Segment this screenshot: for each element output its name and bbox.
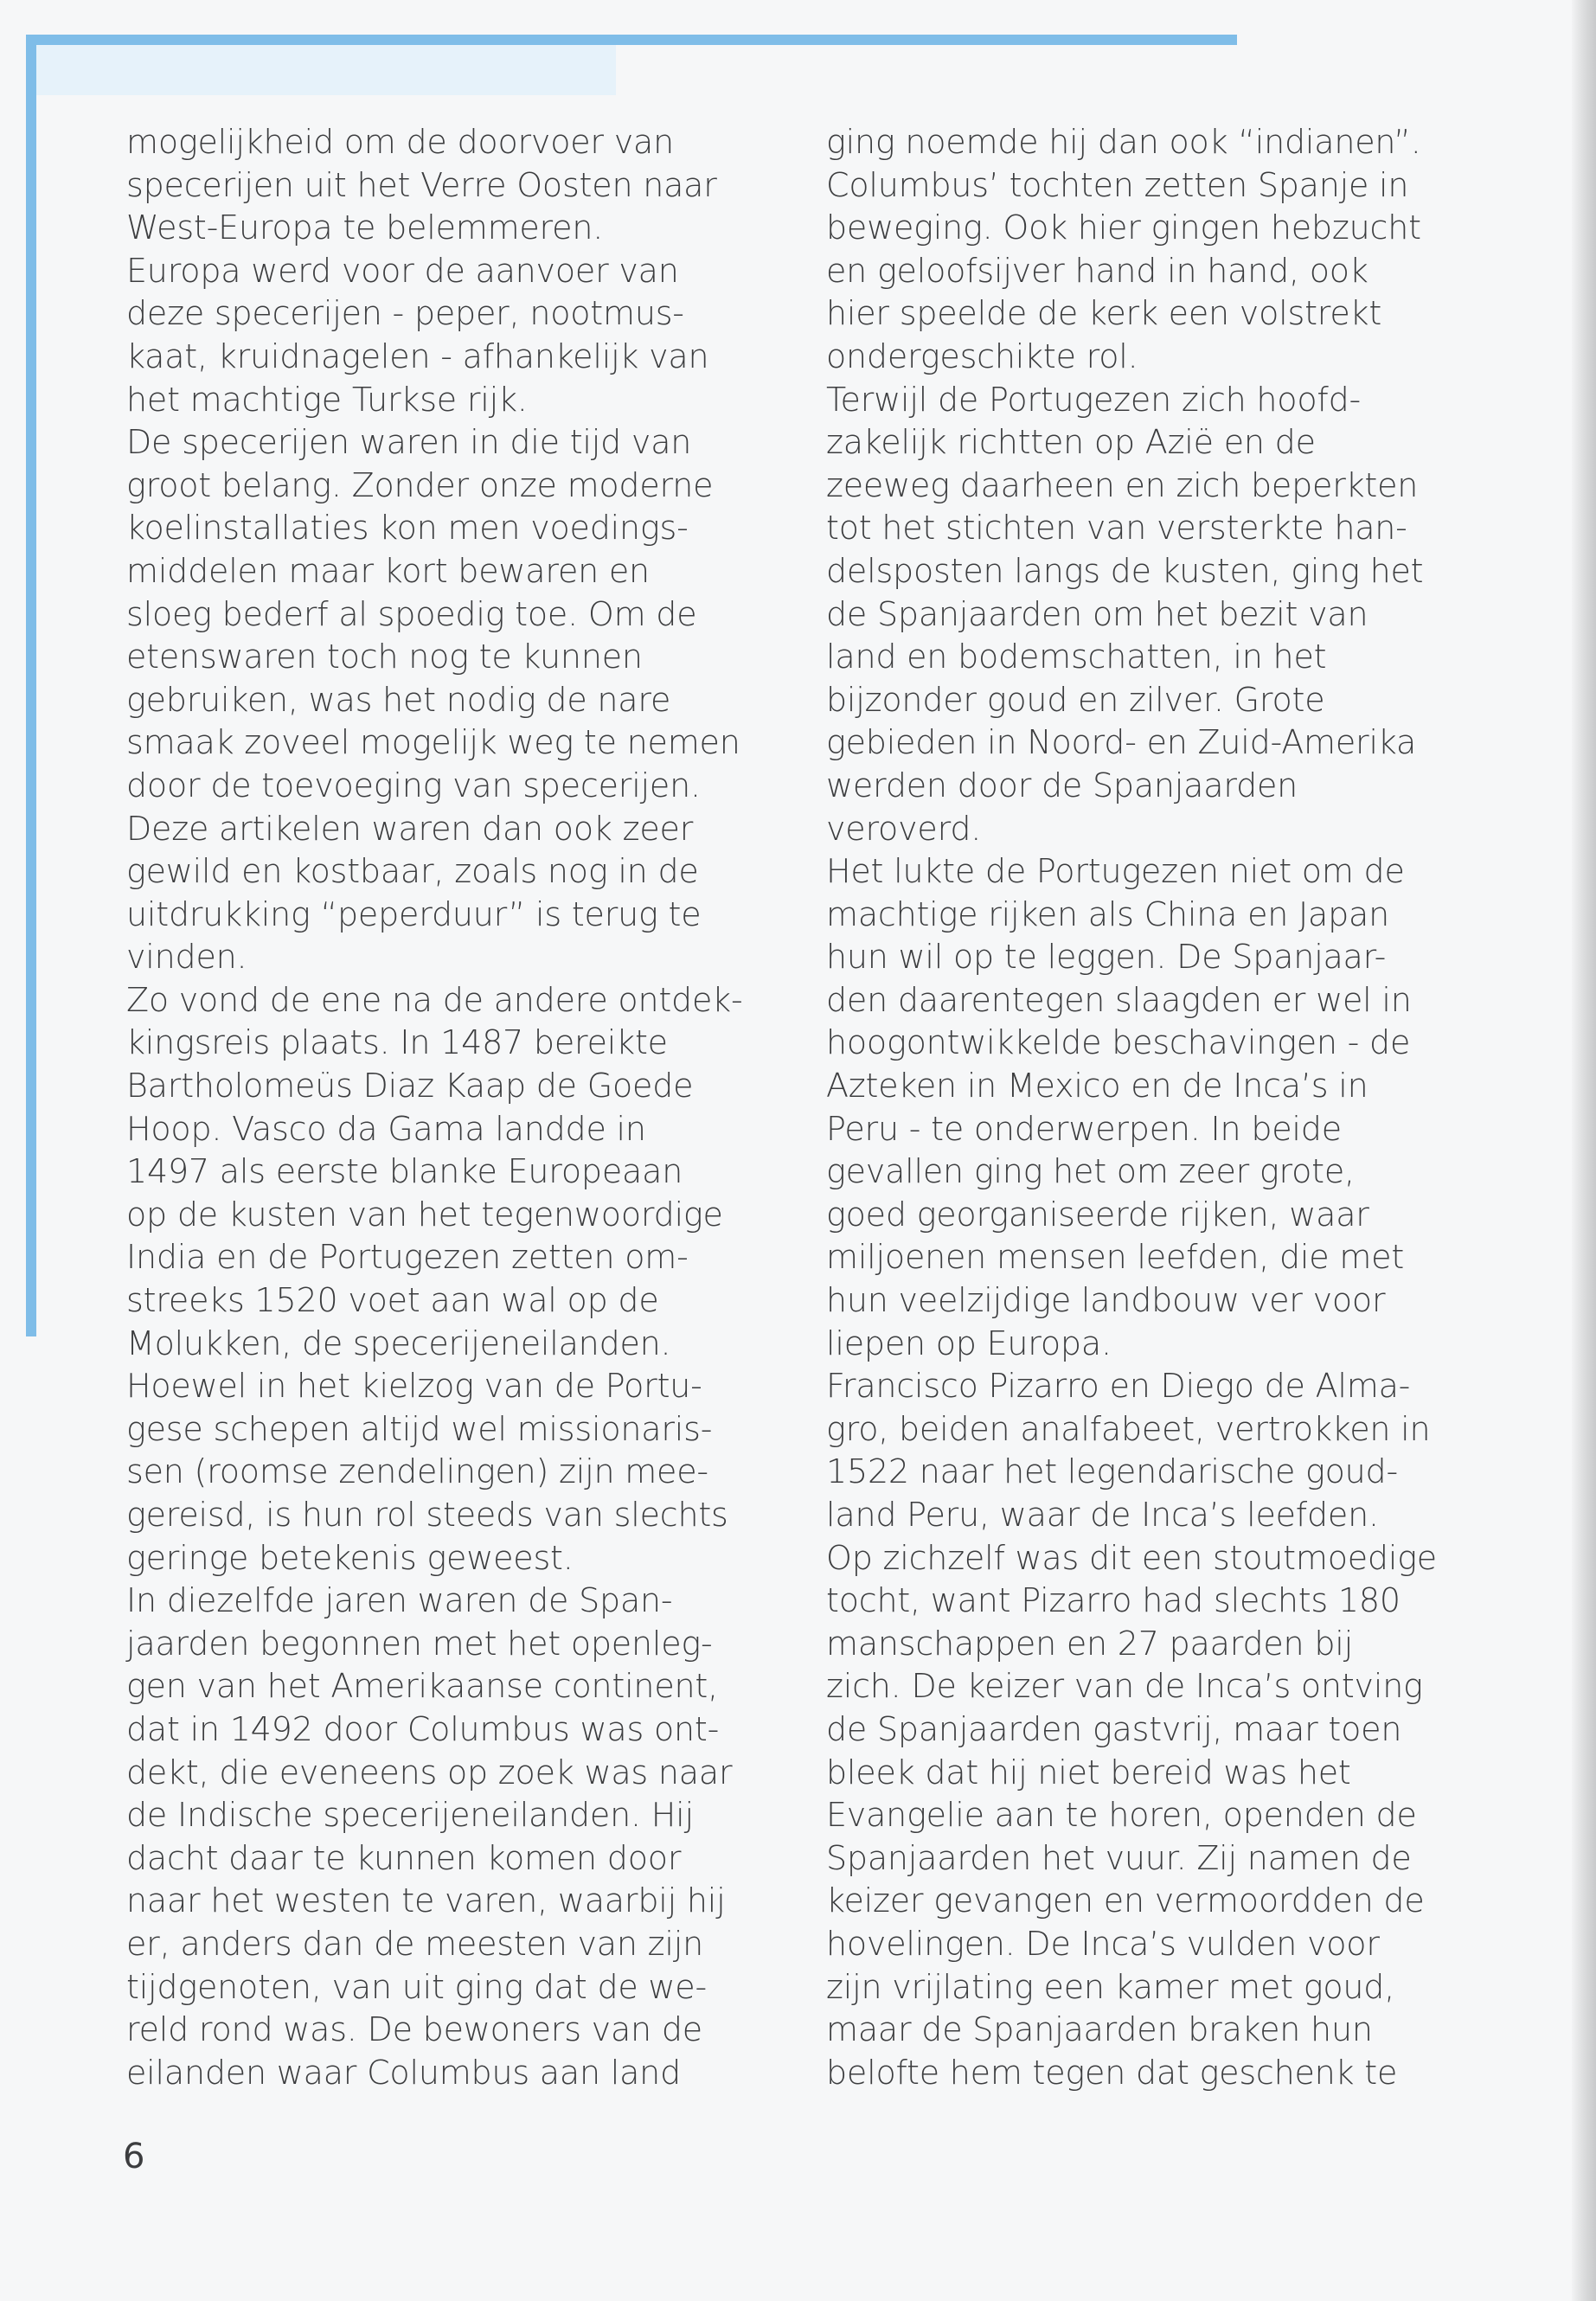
text-line: er, anders dan de meesten van zijn (126, 1924, 703, 1963)
text-line: Azteken in Mexico en de Inca’s in (826, 1067, 1368, 1106)
text-line: tocht, want Pizarro had slechts 180 (826, 1581, 1401, 1620)
text-line: beweging. Ook hier gingen hebzucht (826, 208, 1421, 247)
text-line: geringe betekenis geweest. (126, 1538, 574, 1577)
page-edge-shadow (1572, 0, 1596, 2301)
text-line: machtige rijken als China en Japan (826, 894, 1390, 933)
text-line: door de toevoeging van specerijen. (126, 766, 701, 804)
text-line: Deze artikelen waren dan ook zeer (126, 809, 694, 848)
text-line: Zo vond de ene na de andere ontdek- (126, 980, 743, 1019)
text-line: werden door de Spanjaarden (826, 766, 1298, 804)
text-line: gewild en kostbaar, zoals nog in de (126, 852, 699, 891)
accent-top-line (26, 35, 1237, 45)
text-line: smaak zoveel mogelijk weg te nemen (126, 723, 740, 762)
text-line: zeeweg daarheen en zich beperkten (826, 465, 1419, 504)
text-line: Spanjaarden het vuur. Zij namen de (826, 1838, 1412, 1877)
text-line: de Spanjaarden gastvrij, maar toen (826, 1709, 1402, 1748)
text-line: veroverd. (826, 809, 982, 848)
text-line: Bartholomeüs Diaz Kaap de Goede (126, 1067, 694, 1106)
text-line: deze specerijen - peper, nootmus- (126, 294, 684, 333)
page-number: 6 (123, 2137, 145, 2176)
text-line: Evangelie aan te horen, openden de (826, 1796, 1417, 1835)
text-line: tot het stichten van versterkte han- (826, 509, 1407, 548)
text-line: land Peru, waar de Inca’s leefden. (826, 1496, 1379, 1534)
text-line: koelinstallaties kon men voedings- (126, 509, 689, 548)
text-line: sen (roomse zendelingen) zijn mee- (126, 1452, 708, 1491)
text-line: sloeg bederf al spoedig toe. Om de (126, 594, 697, 633)
text-line: In diezelfde jaren waren de Span- (126, 1581, 673, 1620)
text-line: hier speelde de kerk een volstrekt (826, 294, 1382, 333)
text-line: Europa werd voor de aanvoer van (126, 251, 679, 290)
text-line: hovelingen. De Inca’s vulden voor (826, 1924, 1380, 1963)
text-line: zich. De keizer van de Inca’s ontving (826, 1667, 1423, 1706)
text-line: dekt, die eveneens op zoek was naar (126, 1753, 733, 1791)
text-line: streeks 1520 voet aan wal op de (126, 1281, 659, 1320)
text-line: middelen maar kort bewaren en (126, 551, 650, 590)
text-line: manschappen en 27 paarden bij (826, 1624, 1353, 1663)
text-line: dat in 1492 door Columbus was ont- (126, 1709, 720, 1748)
text-line: jaarden begonnen met het openleg- (126, 1624, 713, 1663)
text-line: Francisco Pizarro en Diego de Alma- (826, 1367, 1411, 1406)
text-line: maar de Spanjaarden braken hun (826, 2010, 1373, 2049)
text-line: goed georganiseerde rijken, waar (826, 1195, 1369, 1234)
text-line: vinden. (126, 938, 247, 977)
text-line: Terwijl de Portugezen zich hoofd- (826, 380, 1362, 419)
text-line: zijn vrijlating een kamer met goud, (826, 1967, 1395, 2006)
text-line: belofte hem tegen dat geschenk te (826, 2053, 1398, 2092)
text-line: hun veelzijdige landbouw ver voor (826, 1281, 1386, 1320)
accent-side-line (26, 35, 36, 1336)
text-line: Columbus’ tochten zetten Spanje in (826, 165, 1409, 204)
text-line: land en bodemschatten, in het (826, 638, 1327, 676)
text-line: gro, beiden analfabeet, vertrokken in (826, 1409, 1431, 1448)
text-line: gebieden in Noord- en Zuid-Amerika (826, 723, 1417, 762)
text-line: tijdgenoten, van uit ging dat de we- (126, 1967, 707, 2006)
text-line: gevallen ging het om zeer grote, (826, 1152, 1355, 1191)
text-line: India en de Portugezen zetten om- (126, 1238, 689, 1277)
text-line: West-Europa te belemmeren. (126, 208, 604, 247)
text-line: de Indische specerijeneilanden. Hij (126, 1796, 694, 1835)
text-line: Hoewel in het kielzog van de Portu- (126, 1367, 702, 1406)
text-line: ondergeschikte rol. (826, 336, 1138, 375)
text-line: bijzonder goud en zilver. Grote (826, 680, 1325, 719)
text-line: Op zichzelf was dit een stoutmoedige (826, 1538, 1437, 1577)
text-line: het machtige Turkse rijk. (126, 380, 528, 419)
text-line: 1522 naar het legendarische goud- (826, 1452, 1398, 1491)
text-line: den daarentegen slaagden er wel in (826, 980, 1412, 1019)
text-line: naar het westen te varen, waarbij hij (126, 1881, 726, 1920)
text-line: Peru - te onderwerpen. In beide (826, 1109, 1342, 1148)
text-line: ging noemde hij dan ook “indianen”. (826, 123, 1421, 161)
text-line: hoogontwikkelde beschavingen - de (826, 1023, 1411, 1062)
text-line: Hoop. Vasco da Gama landde in (126, 1109, 646, 1148)
text-line: en geloofsijver hand in hand, ook (826, 251, 1368, 290)
text-line: groot belang. Zonder onze moderne (126, 465, 714, 504)
text-line: De specerijen waren in die tijd van (126, 423, 692, 462)
text-line: gen van het Amerikaanse continent, (126, 1667, 718, 1706)
text-line: 1497 als eerste blanke Europeaan (126, 1152, 683, 1191)
text-line: liepen op Europa. (826, 1324, 1112, 1362)
text-line: dacht daar te kunnen komen door (126, 1838, 682, 1877)
text-column-right (826, 121, 1449, 2094)
text-line: keizer gevangen en vermoordden de (826, 1881, 1425, 1920)
text-line: mogelijkheid om de doorvoer van (126, 123, 674, 161)
text-line: miljoenen mensen leefden, die met (826, 1238, 1405, 1277)
text-line: bleek dat hij niet bereid was het (826, 1753, 1351, 1791)
text-column-left (126, 121, 758, 2094)
text-line: Het lukte de Portugezen niet om de (826, 852, 1405, 891)
text-line: op de kusten van het tegenwoordige (126, 1195, 723, 1234)
text-line: kaat, kruidnagelen - afhankelijk van (126, 336, 709, 375)
text-line: gese schepen altijd wel missionaris- (126, 1409, 713, 1448)
text-line: gebruiken, was het nodig de nare (126, 680, 671, 719)
text-line: zakelijk richtten op Azië en de (826, 423, 1316, 462)
text-line: de Spanjaarden om het bezit van (826, 594, 1368, 633)
text-line: kingsreis plaats. In 1487 bereikte (126, 1023, 668, 1062)
header-accent-wash (36, 45, 616, 95)
text-line: specerijen uit het Verre Oosten naar (126, 165, 717, 204)
text-line: gereisd, is hun rol steeds van slechts (126, 1496, 728, 1534)
text-line: hun wil op te leggen. De Spanjaar- (826, 938, 1387, 977)
text-line: reld rond was. De bewoners van de (126, 2010, 702, 2049)
text-line: delsposten langs de kusten, ging het (826, 551, 1424, 590)
text-line: eilanden waar Columbus aan land (126, 2053, 681, 2092)
text-line: uitdrukking “peperduur” is terug te (126, 894, 702, 933)
text-line: etenswaren toch nog te kunnen (126, 638, 643, 676)
text-line: Molukken, de specerijeneilanden. (126, 1324, 671, 1362)
